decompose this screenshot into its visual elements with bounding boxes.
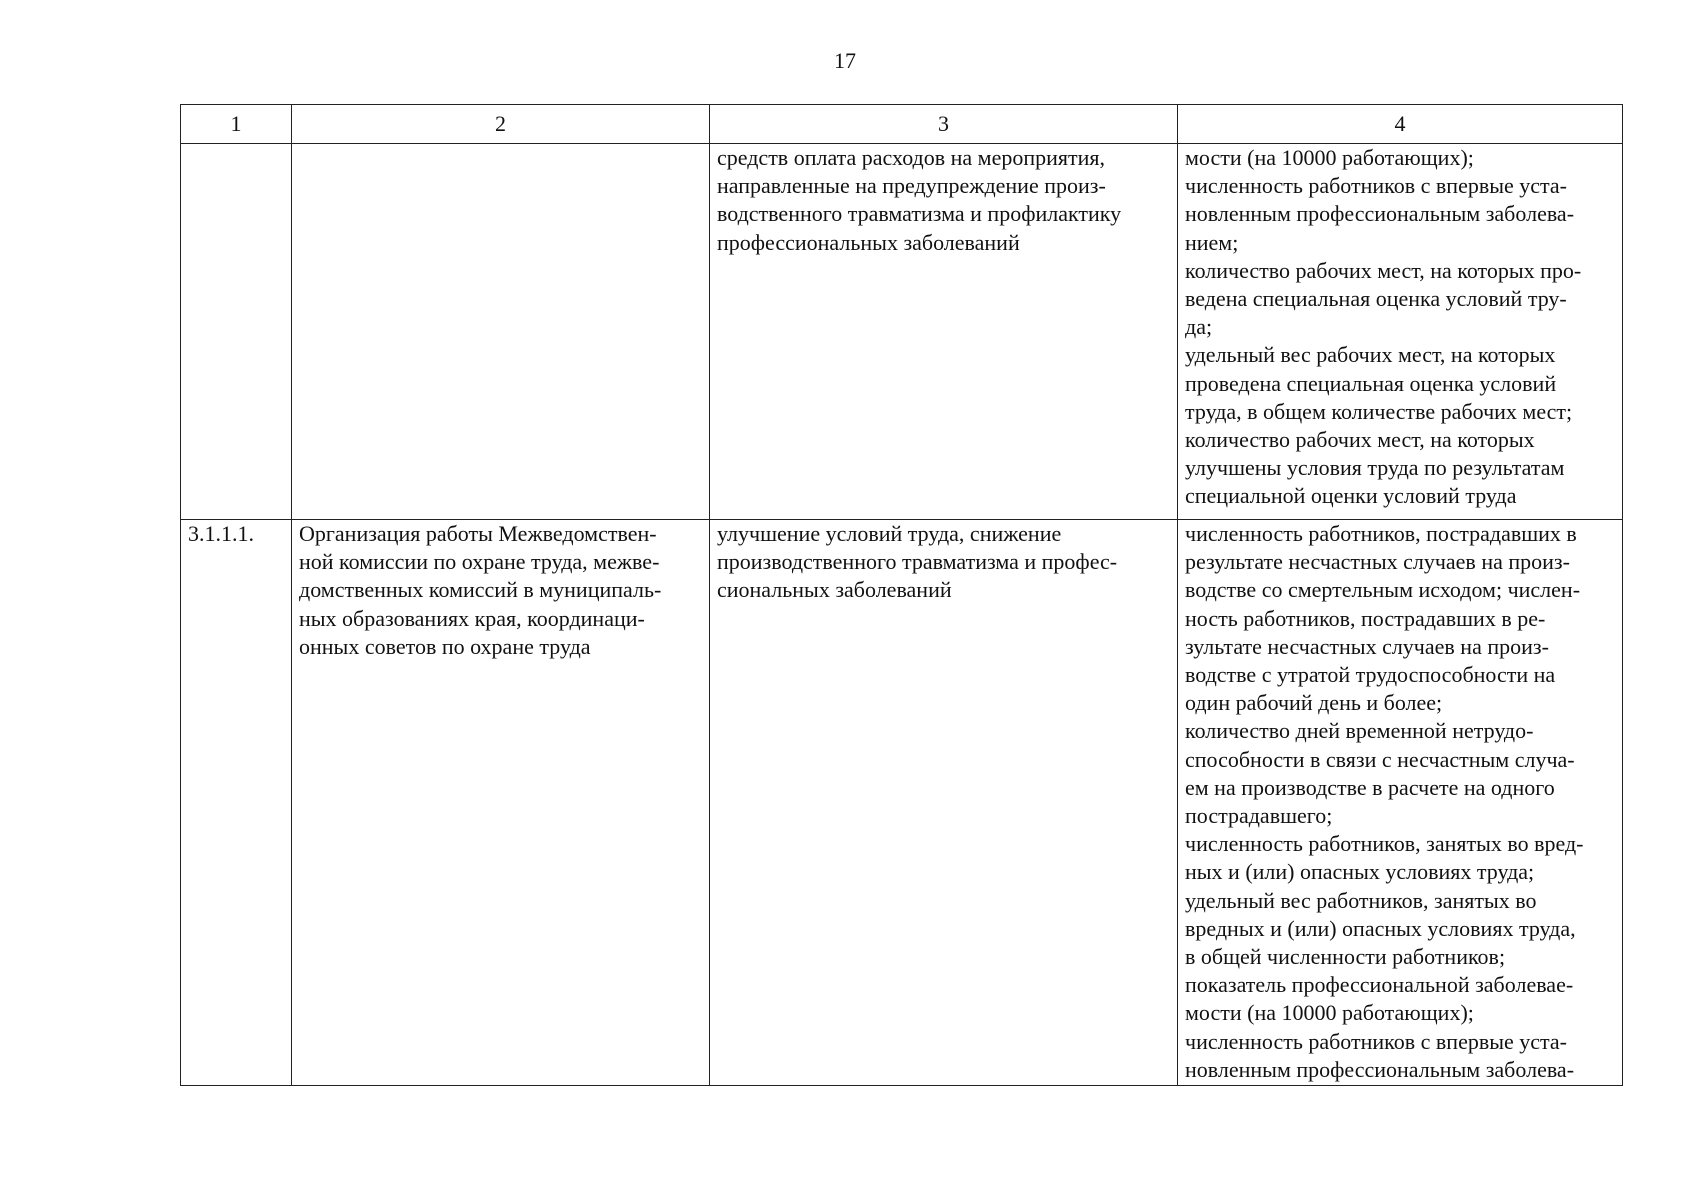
text-line: удельный вес рабочих мест, на которых xyxy=(1185,342,1556,368)
cell-indicators xyxy=(1178,520,1623,1086)
text-line: численность работников, пострадавших в xyxy=(1185,521,1577,546)
cell-result xyxy=(710,144,1178,520)
text-line: количество рабочих мест, на которых про- xyxy=(1185,257,1582,283)
text-line: улучшены условия труда по результатам xyxy=(1185,455,1565,481)
page-number: 17 xyxy=(834,48,856,73)
text-line: новленным профессиональным заболева- xyxy=(1185,201,1575,227)
text-line: ность работников, пострадавших в ре- xyxy=(1185,605,1546,631)
text-line: вредных и (или) опасных условиях труда, xyxy=(1185,915,1576,941)
text-line: домственных комиссий в муниципаль- xyxy=(299,577,662,603)
table-row xyxy=(181,144,1623,520)
text-line: труда, в общем количестве рабочих мест; xyxy=(1185,398,1573,424)
text-line: ведена специальная оценка условий тру- xyxy=(1185,286,1567,312)
text-line: один рабочий день и более; xyxy=(1185,690,1443,716)
text-line: улучшение условий труда, снижение xyxy=(717,521,1062,546)
header-col-3: 3 xyxy=(710,105,1178,144)
header-col-4: 4 xyxy=(1178,105,1623,144)
text-line: водственного травматизма и профилактику xyxy=(717,201,1122,227)
text-line: ных образованиях края, координаци- xyxy=(299,605,645,631)
text-line: ем на производстве в расчете на одного xyxy=(1185,774,1555,800)
header-col-2: 2 xyxy=(292,105,710,144)
cell-code xyxy=(181,520,292,1086)
text-line: удельный вес работников, занятых во xyxy=(1185,887,1537,913)
text-line: водстве со смертельным исходом; числен- xyxy=(1185,577,1581,603)
table-header-row xyxy=(181,105,1623,144)
text-line: проведена специальная оценка условий xyxy=(1185,370,1557,396)
text-line: онных советов по охране труда xyxy=(299,633,591,659)
text-line: количество дней временной нетрудо- xyxy=(1185,718,1534,744)
text-line: численность работников с впервые уста- xyxy=(1185,173,1568,199)
cell-activity xyxy=(292,144,710,520)
text-line: мости (на 10000 работающих); xyxy=(1185,145,1474,170)
text-line: Организация работы Межведомствен- xyxy=(299,521,657,546)
text-line: водстве с утратой трудоспособности на xyxy=(1185,662,1556,688)
text-line: сиональных заболеваний xyxy=(717,577,952,603)
text-line: ных и (или) опасных условиях труда; xyxy=(1185,859,1535,885)
text-line: в общей численности работников; xyxy=(1185,944,1506,970)
text-line: да; xyxy=(1185,314,1213,340)
text-line: специальной оценки условий труда xyxy=(1185,483,1517,509)
text-line: нием; xyxy=(1185,229,1239,255)
text-line: ной комиссии по охране труда, межве- xyxy=(299,549,660,575)
text-line: способности в связи с несчастным случа- xyxy=(1185,746,1575,772)
text-line: новленным профессиональным заболева- xyxy=(1185,1056,1575,1082)
text-line: количество рабочих мест, на которых xyxy=(1185,427,1535,453)
text-line: показатель профессиональной заболевае- xyxy=(1185,972,1574,998)
table-row xyxy=(181,520,1623,1086)
text-line: мости (на 10000 работающих); xyxy=(1185,1000,1474,1026)
text-line: направленные на предупреждение произ- xyxy=(717,173,1106,199)
cell-code xyxy=(181,144,292,520)
cell-result xyxy=(710,520,1178,1086)
text-line: средств оплата расходов на мероприятия, xyxy=(717,145,1106,170)
text-line: численность работников, занятых во вред- xyxy=(1185,831,1584,857)
text-line: зультате несчастных случаев на произ- xyxy=(1185,633,1549,659)
cell-indicators xyxy=(1178,144,1623,520)
cell-activity xyxy=(292,520,710,1086)
item-code: 3.1.1.1. xyxy=(188,521,254,546)
text-line: производственного травматизма и профес- xyxy=(717,549,1118,575)
text-line: результате несчастных случаев на произ- xyxy=(1185,549,1570,575)
text-line: пострадавшего; xyxy=(1185,803,1333,829)
header-col-1: 1 xyxy=(181,105,292,144)
document-table xyxy=(180,104,1623,1086)
text-line: численность работников с впервые уста- xyxy=(1185,1028,1568,1054)
text-line: профессиональных заболеваний xyxy=(717,229,1020,255)
